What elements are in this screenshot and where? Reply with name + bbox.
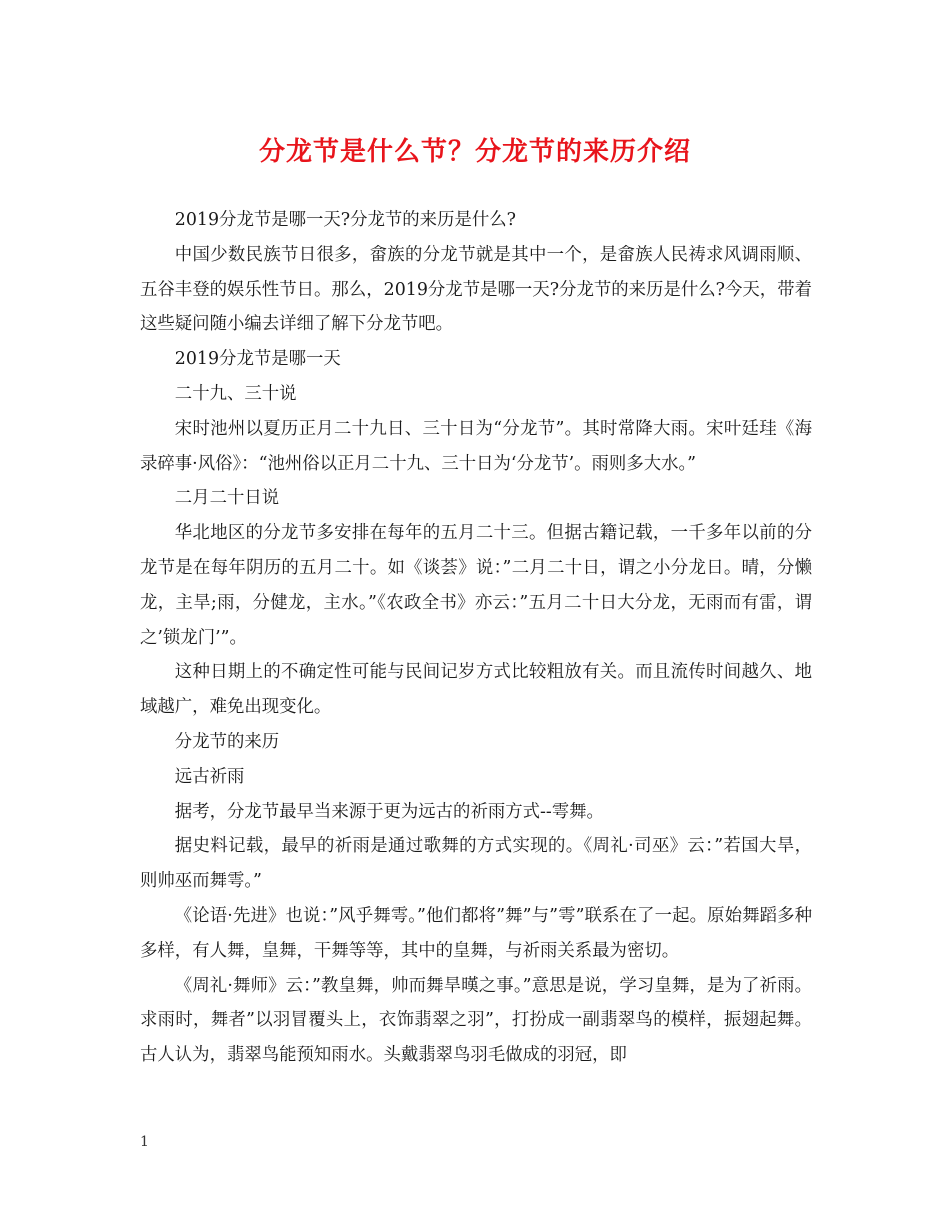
document-body <box>140 203 812 1073</box>
page-number: 1 <box>140 1134 149 1150</box>
paragraph: 据史料记载，最早的祈雨是通过歌舞的方式实现的。《周礼·司巫》云：”若国大旱，则帅巫而舞雩。” <box>140 836 812 892</box>
section-heading: 2019分龙节是哪一天 <box>174 349 341 370</box>
paragraph: 这种日期上的不确定性可能与民间记岁方式比较粗放有关。而且流传时间越久、地域越广，难免出现变化。 <box>140 662 812 718</box>
document-title: 分龙节是什么节？分龙节的来历介绍 <box>258 137 691 167</box>
paragraph: 中国少数民族节日很多，畲族的分龙节就是其中一个，是畲族人民祷求风调雨顺、五谷丰登的娱乐性节日。那么，2019分龙节是哪一天?分龙节的来历是什么?今天，带着这些疑问随小编去详细了解下分龙节吧。 <box>140 244 812 335</box>
section-heading: 分龙节的来历 <box>174 731 280 752</box>
paragraph: 2019分龙节是哪一天?分龙节的来历是什么? <box>174 210 516 230</box>
paragraph: 《论语·先进》也说：”风乎舞雩。”他们都将”舞”与”雩”联系在了一起。原始舞蹈多种多样，有人舞，皇舞，干舞等等，其中的皇舞，与祈雨关系最为密切。 <box>140 905 812 961</box>
paragraph: 宋时池州以夏历正月二十九日、三十日为“分龙节”。其时常降大雨。宋叶廷珪《海录碎事·风俗》：“池州俗以正月二十九、三十日为‘分龙节’。雨则多大水。” <box>140 418 812 474</box>
subsection-heading: 二十九、三十说 <box>174 383 297 404</box>
paragraph: 据考，分龙节最早当来源于更为远古的祈雨方式--雩舞。 <box>174 801 604 822</box>
paragraph: 《周礼·舞师》云：”教皇舞，帅而舞旱暵之事。”意思是说，学习皇舞，是为了祈雨。求雨时，舞者”以羽冒覆头上，衣饰翡翠之羽”，打扮成一副翡翠鸟的模样，振翅起舞。古人认为，翡翠鸟能预知雨水。头戴翡翠鸟羽毛做成的羽冠，即 <box>140 975 812 1066</box>
subsection-heading: 远古祈雨 <box>174 766 245 787</box>
paragraph: 华北地区的分龙节多安排在每年的五月二十三。但据古籍记载，一千多年以前的分龙节是在每年阴历的五月二十。如《谈荟》说：”二月二十日，谓之小分龙日。晴，分懒龙，主旱;雨，分健龙，主水。”《农政全书》亦云：”五月二十日大分龙，无雨而有雷，谓之’锁龙门’”。 <box>140 523 812 648</box>
subsection-heading: 二月二十日说 <box>174 488 280 509</box>
